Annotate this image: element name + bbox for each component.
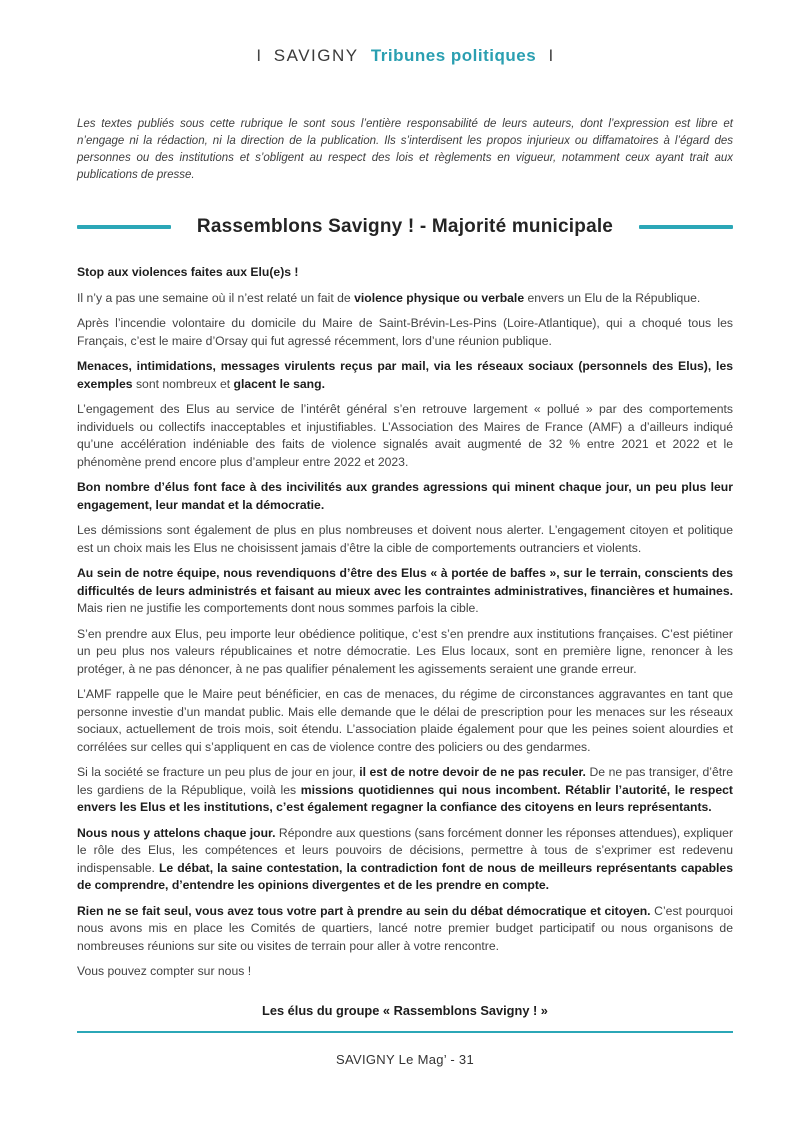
article-signature: Les élus du groupe « Rassemblons Savigny ! » — [262, 1002, 548, 1018]
body-paragraph: Stop aux violences faites aux Elu(e)s ! — [77, 265, 299, 279]
section-title: Tribunes politiques — [370, 46, 537, 65]
body-paragraph: Si la société se fracture un peu plus de jour en jour, il est de notre devoir de ne pas reculer. De ne pas transiger, d’être les gardiens de la République, voilà les missions quotidiennes qui nous incombent. Rétablir l’autorité, le respect envers les Elus et les institutions, c’est également regagner la confiance des citoyens en leurs représentants. — [77, 765, 733, 814]
footer-rule — [77, 1031, 733, 1034]
body-paragraph: Menaces, intimidations, messages virulents reçus par mail, via les réseaux sociaux (personnels des Elus), les exemples sont nombreux et glacent le sang. — [77, 359, 733, 391]
article-title: Rassemblons Savigny ! - Majorité municipale — [196, 216, 614, 237]
body-paragraph: Les démissions sont également de plus en plus nombreuses et doivent nous alerter. L’engagement citoyen et politique est un choix mais les Elus ne choisissent jamais d’être la cible de comportements outranciers et violents. — [77, 523, 733, 555]
footer-page-label: SAVIGNY Le Mag’ - 31 — [336, 1052, 474, 1067]
body-paragraph: Après l’incendie volontaire du domicile du Maire de Saint-Brévin-Les-Pins (Loire-Atlantique), qui a choqué tous les Français, c’est le maire d’Orsay qui fut agressé récemment, lors d’une réunion publique. — [77, 316, 733, 348]
title-rule-left — [77, 225, 171, 229]
header-left-bar: I — [256, 46, 262, 65]
page-header — [0, 46, 810, 66]
body-paragraph: Il n’y a pas une semaine où il n’est relaté un fait de violence physique ou verbale envers un Elu de la République. — [77, 290, 701, 305]
magazine-brand: SAVIGNY — [273, 46, 359, 65]
editorial-disclaimer: Les textes publiés sous cette rubrique le sont sous l’entière responsabilité de leurs auteurs, dont l’expression est libre et n’engage ni la rédaction, ni la direction de la publication. Ils s’interdisent les propos injurieux ou diffamatoires à l’égard des personnes ou des institutions et s’obligent au respect des lois et règlements en vigueur, notamment ceux ayant trait aux publications de presse. — [77, 118, 733, 181]
title-rule-right — [639, 225, 733, 229]
article-title-row — [77, 216, 733, 238]
body-paragraph: Au sein de notre équipe, nous revendiquons d’être des Elus « à portée de baffes », sur le terrain, conscients des difficultés de leurs administrés et faisant au mieux avec les contraintes administratives, financières et humaines. Mais rien ne justifie les comportements dont nous sommes parfois la cible. — [77, 566, 733, 615]
header-right-bar: I — [548, 46, 554, 65]
body-paragraph: S’en prendre aux Elus, peu importe leur obédience politique, c’est s’en prendre aux institutions françaises. C’est piétiner un peu plus nos valeurs républicaines et notre démocratie. Les Elus locaux, sont en première ligne, renoncer à les protéger, à ne pas dénoncer, à ne pas qualifier pénalement les agissements seraient une grande erreur. — [77, 626, 733, 676]
body-paragraph: Bon nombre d’élus font face à des incivilités aux grandes agressions qui minent chaque jour, un peu plus leur engagement, leur mandat et la démocratie. — [77, 480, 733, 512]
body-paragraph: Nous nous y attelons chaque jour. Répondre aux questions (sans forcément donner les réponses attendues), expliquer le rôle des Elus, les compétences et leurs pouvoirs de décisions, permettre à tous de s’exprimer est redevenu indispensable. Le débat, la saine contestation, la contradiction font de nous de meilleurs représentants capables de comprendre, d’entendre les opinions divergentes et de les prendre en compte. — [77, 825, 733, 892]
body-paragraph: Rien ne se fait seul, vous avez tous votre part à prendre au sein du débat démocratique et citoyen. C’est pourquoi nous avons mis en place les Comités de quartiers, lancé notre premier budget participatif ou nous organisons de nombreuses réunions sur site ou visites de terrain pour aller à votre rencontre. — [77, 903, 733, 953]
body-paragraph: L’engagement des Elus au service de l’intérêt général s’en retrouve largement « pollué » par des comportements individuels ou collectifs inacceptables et injustifiables. L’Association des Maires de France (AMF) a d’ailleurs indiqué qu’une accélération indéniable des faits de violence signalés avait augmenté de 32 % entre 2021 et 2022 et le phénomène prend encore plus d’ampleur entre 2022 et 2023. — [77, 402, 733, 469]
article-body — [77, 264, 733, 981]
body-paragraph: Vous pouvez compter sur nous ! — [77, 964, 252, 978]
body-paragraph: L’AMF rappelle que le Maire peut bénéficier, en cas de menaces, du régime de circonstances aggravantes en tant que personne investie d’un mandat public. Mais elle demande que le délai de prescription pour les menaces sur les réseaux sociaux, actuellement de trois mois, soit étendu. L’association plaide également pour que les peines soient alourdies et corrélées sur celles qui s’appliquent en cas de violence contre des policiers ou des gendarmes. — [77, 687, 733, 754]
